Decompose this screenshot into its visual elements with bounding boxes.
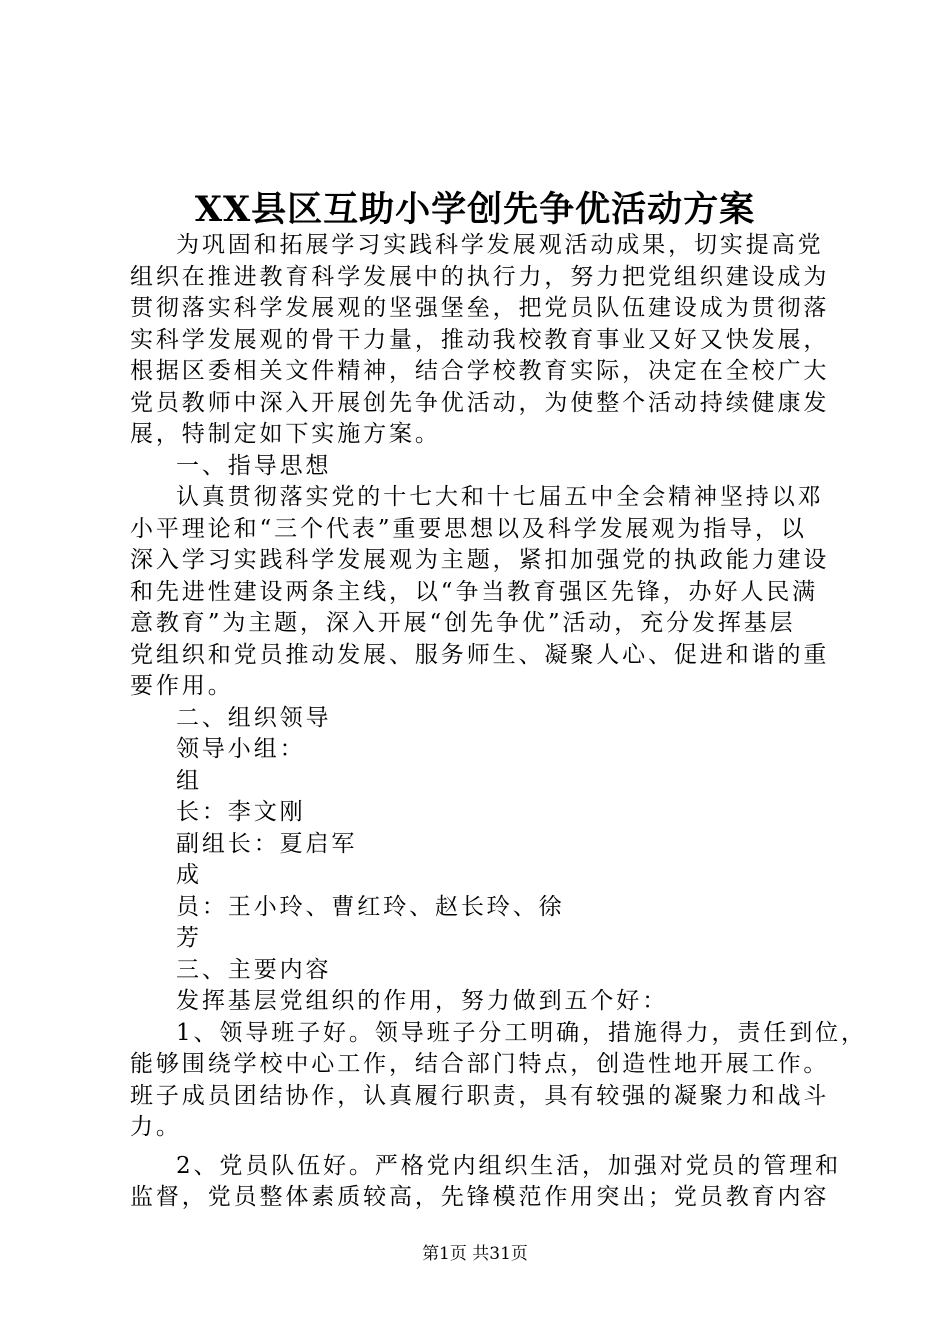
paragraph-line: 监督，党员整体素质较高，先锋模范作用突出；党员教育内容 (130, 1184, 830, 1210)
paragraph-line: 要作用。 (130, 673, 234, 699)
paragraph-line: 意教育”为主题，深入开展“创先争优”活动，充分发挥基层 (130, 610, 796, 636)
paragraph-line: 力。 (130, 1114, 182, 1140)
paragraph-line: 为巩固和拓展学习实践科学发展观活动成果，切实提高党 (176, 232, 824, 258)
paragraph-line: 成 (176, 862, 202, 888)
paragraph-line: 根据区委相关文件精神，结合学校教育实际，决定在全校广大 (130, 358, 830, 384)
paragraph-line: 组织在推进教育科学发展中的执行力，努力把党组织建设成为 (130, 263, 830, 290)
paragraph-line: 芳 (176, 925, 202, 951)
paragraph-line: 组 (176, 767, 202, 794)
paragraph-line: 副组长：夏启军 (176, 830, 358, 857)
paragraph-line: 能够围绕学校中心工作，结合部门特点，创造性地开展工作。 (130, 1051, 830, 1077)
paragraph-line: 党员教师中深入开展创先争优活动，为使整个活动持续健康发 (130, 389, 830, 416)
section-heading: 一、指导思想 (176, 452, 332, 479)
paragraph-line: 展，特制定如下实施方案。 (130, 421, 441, 447)
paragraph-line: 和先进性建设两条主线，以“争当教育强区先锋，办好人民满 (130, 578, 819, 605)
paragraph-line: 班子成员团结协作，认真履行职责，具有较强的凝聚力和战斗 (130, 1082, 830, 1109)
document-title: XX县区互助小学创先争优活动方案 (194, 189, 756, 230)
paragraph-line: 长：李文刚 (176, 799, 306, 825)
paragraph-line: 员：王小玲、曹红玲、赵长玲、徐 (176, 893, 565, 920)
document-body (130, 230, 867, 1214)
paragraph-line: 发挥基层党组织的作用，努力做到五个好： (176, 988, 669, 1014)
paragraph-line: 贯彻落实科学发展观的坚强堡垒，把党员队伍建设成为贯彻落 (130, 295, 830, 321)
paragraph-line: 2、党员队伍好。严格党内组织生活，加强对党员的管理和 (176, 1152, 842, 1179)
paragraph-line: 1、领导班子好。领导班子分工明确，措施得力，责任到位， (176, 1019, 867, 1046)
paragraph-line: 实科学发展观的骨干力量，推动我校教育事业又好又快发展， (130, 326, 830, 353)
paragraph-line: 领导小组： (176, 736, 306, 762)
page-footer: 第1页 共31页 (422, 1244, 528, 1264)
paragraph-line: 深入学习实践科学发展观为主题，紧扣加强党的执政能力建设 (130, 547, 830, 573)
paragraph-line: 党组织和党员推动发展、服务师生、凝聚人心、促进和谐的重 (130, 641, 830, 668)
paragraph-line: 认真贯彻落实党的十七大和十七届五中全会精神坚持以邓 (176, 484, 824, 510)
section-heading: 二、组织领导 (176, 704, 332, 731)
paragraph-line: 小平理论和“三个代表”重要思想以及科学发展观为指导，以 (130, 515, 807, 542)
section-heading: 三、主要内容 (176, 956, 332, 983)
